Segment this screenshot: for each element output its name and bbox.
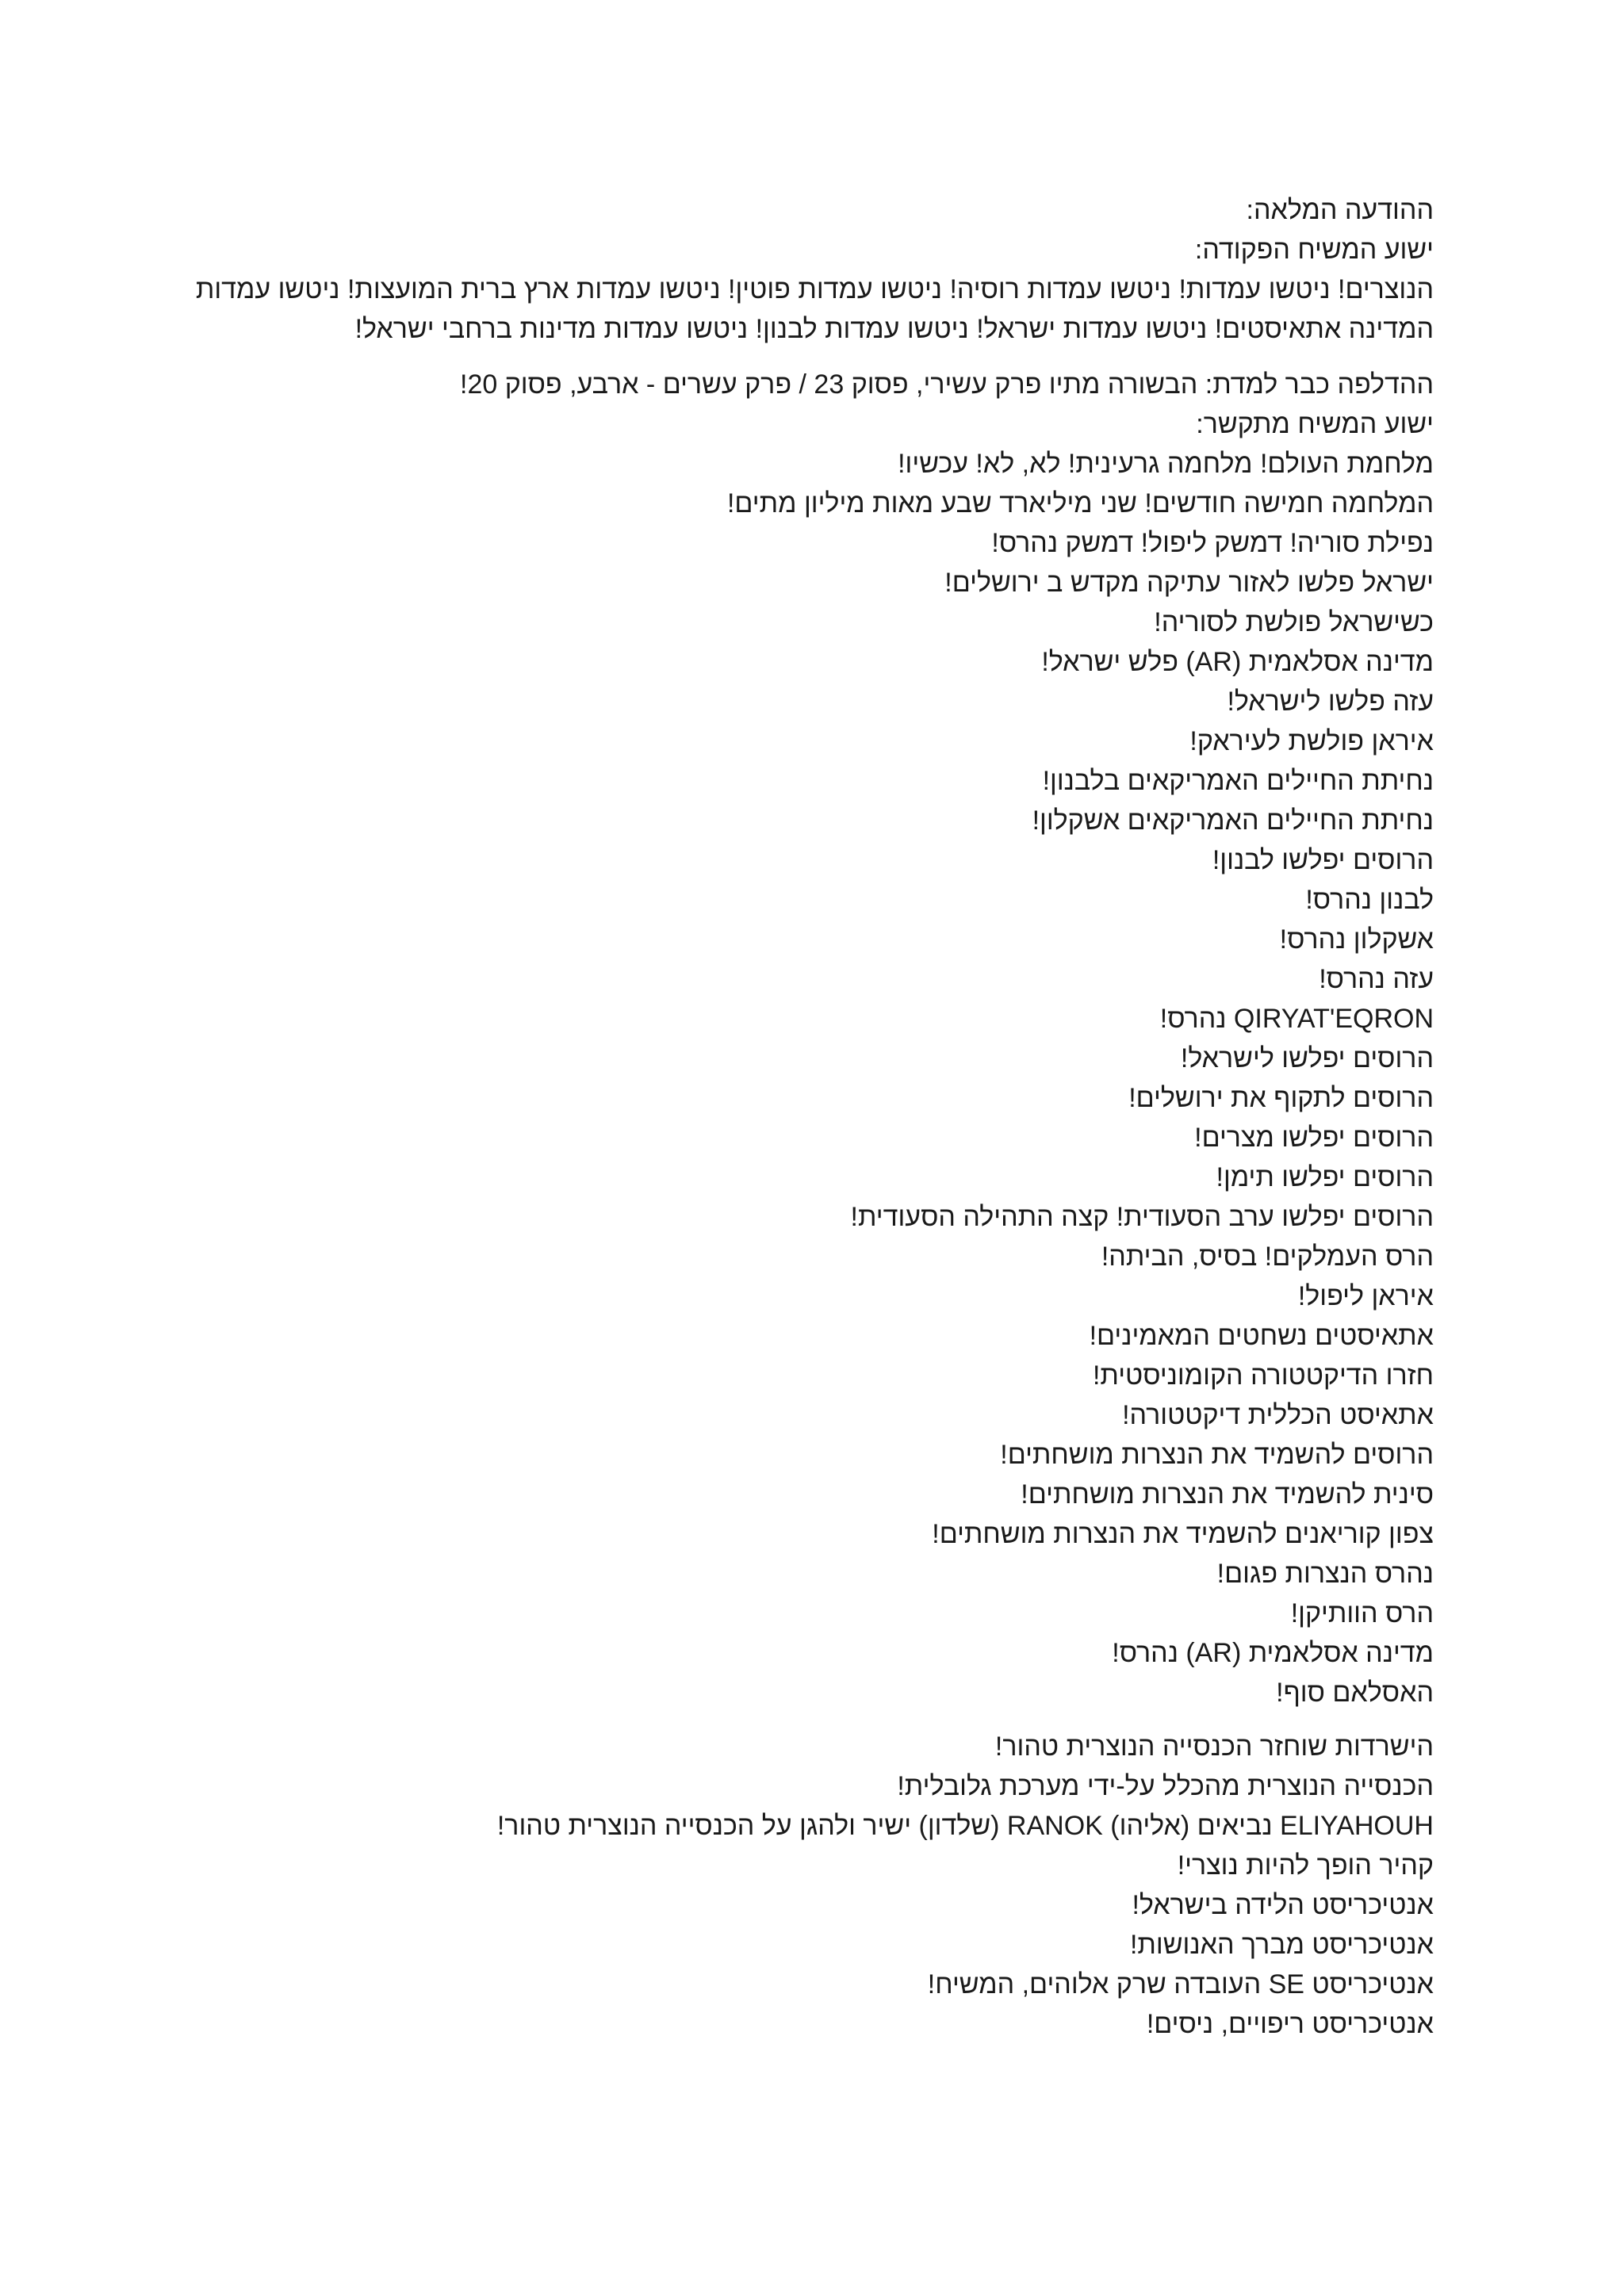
list-item: הרוסים להשמיד את הנצרות מושחתים! <box>1000 1440 1434 1470</box>
church-list <box>190 1727 1434 2044</box>
list-item: אשקלון נהרס! <box>1279 924 1434 955</box>
list-item: עזה נהרס! <box>1319 964 1434 994</box>
list-item: כשישראל פולשת לסוריה! <box>1154 607 1434 637</box>
prophecy-list <box>190 444 1434 1712</box>
list-item: אנטיכריסט SE העובדה שרק אלוהים, המשיח! <box>927 1969 1434 1999</box>
list-item: הרוסים לתקוף את ירושלים! <box>1128 1083 1434 1113</box>
list-item: איראן פולשת לעיראק! <box>1189 726 1434 756</box>
list-item: ELIYAHOUH נביאים (אליהו) RANOK (שלדון) ישיר ולהגן על הכנסייה הנוצרית טהור! <box>496 1811 1434 1841</box>
list-item: נהרס הנצרות פגום! <box>1216 1559 1434 1589</box>
list-item: הכנסייה הנוצרית מהכלל על-ידי מערכת גלובלית! <box>897 1771 1434 1801</box>
command-heading: ישוע המשיח הפקודה: <box>1194 235 1434 265</box>
list-item: הרוסים יפלשו ערב הסעודית! קצה התהילה הסעודית! <box>850 1202 1434 1232</box>
document-title: ההודעה המלאה: <box>1246 195 1434 225</box>
list-item: עזה פלשו לישראל! <box>1227 687 1434 717</box>
list-item: לבנון נהרס! <box>1305 885 1434 915</box>
list-item: אתאיסטים נשחטים המאמינים! <box>1089 1321 1434 1351</box>
command-text: הנוצרים! ניטשו עמדות! ניטשו עמדות רוסיה! ניטשו עמדות פוטין! ניטשו עמדות ארץ ברית המועצות! ניטשו עמדות המדינה אתאיסטים! ניטשו עמדות ישראל! ניטשו עמדות לבנון! ניטשו עמדות מדינות ברחבי ישראל! <box>195 274 1434 344</box>
list-item: חזרו הדיקטטורה הקומוניסטית! <box>1092 1360 1434 1391</box>
list-item: קהיר הופך להיות נוצרי! <box>1177 1850 1434 1881</box>
list-item: הרוסים יפלשו תימן! <box>1216 1162 1434 1192</box>
list-item: מדינה אסלאמית (AR) פלש ישראל! <box>1041 647 1434 677</box>
list-item: הרוסים יפלשו מצרים! <box>1194 1123 1434 1153</box>
list-item: מדינה אסלאמית (AR) נהרס! <box>1112 1638 1434 1668</box>
list-item: אנטיכריסט ריפויים, ניסים! <box>1146 2009 1434 2039</box>
list-item: הרס העמלקים! בסיס, הביתה! <box>1101 1242 1434 1272</box>
list-item: נחיתת החיילים האמריקאים אשקלון! <box>1032 806 1434 836</box>
list-item: אנטיכריסט הלידה בישראל! <box>1132 1890 1434 1920</box>
list-item: QIRYAT'EQRON נהרס! <box>1159 1004 1434 1034</box>
list-item: אתאיסט הכללית דיקטטורה! <box>1122 1400 1434 1430</box>
list-item: צפון קוריאנים להשמיד את הנצרות מושחתים! <box>932 1519 1434 1549</box>
list-item: הרוסים יפלשו לישראל! <box>1180 1043 1434 1073</box>
list-item: ישראל פלשו לאזור עתיקה מקדש ב ירושלים! <box>944 568 1434 598</box>
list-item: איראן ליפול! <box>1297 1281 1434 1311</box>
command-section <box>190 230 1434 349</box>
list-item: הרס הוותיקן! <box>1290 1598 1434 1628</box>
list-item: האסלאם סוף! <box>1276 1678 1434 1708</box>
list-item: נחיתת החיילים האמריקאים בלבנון! <box>1042 766 1434 796</box>
list-item: אנטיכריסט מברך האנושות! <box>1129 1930 1434 1960</box>
list-item: הישרדות שוחזר הכנסייה הנוצרית טהור! <box>994 1732 1434 1762</box>
list-item: המלחמה חמישה חודשים! שני מיליארד שבע מאות מיליון מתים! <box>726 488 1434 519</box>
list-item: נפילת סוריה! דמשק ליפול! דמשק נהרס! <box>991 528 1434 558</box>
list-item: סינית להשמיד את הנצרות מושחתים! <box>1021 1479 1434 1510</box>
document-page <box>190 190 1434 2058</box>
list-item: מלחמת העולם! מלחמה גרעינית! לא, לא! עכשיו! <box>898 449 1434 479</box>
contact-heading: ישוע המשיח מתקשר: <box>1196 409 1434 439</box>
list-item: הרוסים יפלשו לבנון! <box>1212 845 1434 875</box>
leak-line: ההדלפה כבר למדת: הבשורה מתיו פרק עשירי, פסוק 23 / פרק עשרים - ארבע, פסוק 20! <box>460 369 1434 400</box>
